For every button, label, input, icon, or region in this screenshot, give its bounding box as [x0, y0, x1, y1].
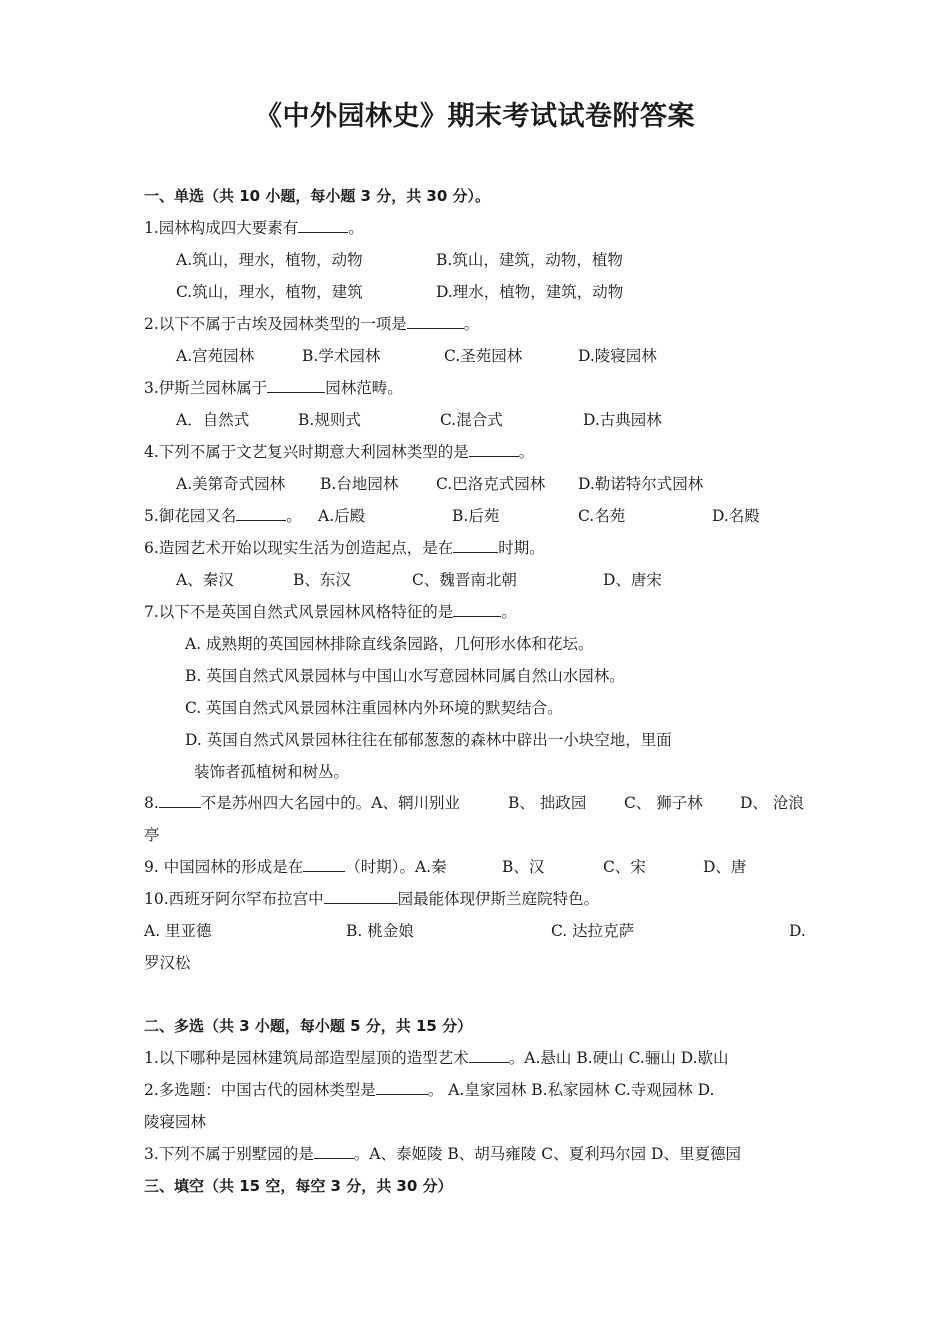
q4-option-b: B.台地园林	[320, 475, 399, 493]
s2-q3-stem-text: 3.下列不属于别墅园的是	[144, 1145, 314, 1163]
q3-stem-text: 3.伊斯兰园林属于	[144, 379, 268, 397]
q5-option-b: B.后苑	[452, 507, 500, 525]
q1-stem-text: 1.园林构成四大要素有	[144, 219, 299, 237]
s2-q2	[144, 1080, 714, 1100]
s2-q1-stem-text: 1.以下哪种是园林建筑局部造型屋顶的造型艺术	[144, 1049, 469, 1067]
s2-q2-answer-blank	[376, 1080, 428, 1095]
q7-stem-end: 。	[501, 603, 517, 621]
q3-option-c: C.混合式	[440, 411, 503, 429]
s2-q1-answer-blank	[469, 1048, 509, 1063]
q1-option-a: A.筑山，理水，植物，动物	[176, 251, 363, 269]
q7-option-a: A. 成熟期的英国园林排除直线条园路，几何形水体和花坛。	[185, 635, 594, 653]
q6-option-b: B、东汉	[293, 571, 351, 589]
q3-option-d: D.古典园林	[583, 411, 662, 429]
q9-answer-blank	[303, 857, 345, 872]
q4-option-d: D.勒诺特尔式园林	[578, 475, 704, 493]
q10-option-a: A. 里亚德	[144, 922, 212, 940]
q5-answer-blank	[236, 506, 286, 521]
s2-q2-stem-text: 2.多选题：中国古代的园林类型是	[144, 1081, 376, 1099]
q10-option-d: D.	[789, 922, 806, 940]
q1-option-d: D.理水，植物，建筑，动物	[436, 283, 624, 301]
q7-stem	[144, 602, 517, 622]
q8-number: 8.	[144, 794, 159, 812]
q6-stem-text: 6.造园艺术开始以现实生活为创造起点，是在	[144, 539, 454, 557]
q10-option-c: C. 达拉克萨	[551, 922, 635, 940]
q7-answer-blank	[453, 602, 501, 617]
q2-answer-blank	[407, 314, 464, 329]
q2-option-b: B.学术园林	[302, 347, 381, 365]
s2-q3	[144, 1144, 741, 1164]
q3-answer-blank	[267, 378, 325, 393]
q2-option-c: C.圣苑园林	[444, 347, 523, 365]
q4-stem-end: 。	[518, 443, 535, 461]
q3-stem-end: 园林范畴。	[325, 379, 403, 397]
section3-heading: 三、填空（共 15 空，每空 3 分，共 30 分）	[144, 1177, 453, 1195]
q10-option-d-continued: 罗汉松	[144, 954, 191, 972]
q10-answer-blank	[324, 889, 398, 904]
q9-stem	[144, 857, 447, 877]
s2-q3-stem-end: 。A、泰姬陵 B、胡马雍陵 C、夏利玛尔园 D、里夏德园	[353, 1145, 741, 1163]
q9-option-c: C、宋	[603, 858, 646, 876]
q6-answer-blank	[453, 538, 498, 553]
q8-answer-blank	[159, 793, 201, 808]
section1-heading: 一、单选（共 10 小题，每小题 3 分，共 30 分）。	[144, 187, 491, 205]
q2-stem-end: 。	[463, 315, 480, 333]
q2-stem-text: 2.以下不属于古埃及园林类型的一项是	[144, 315, 407, 333]
q4-answer-blank	[469, 442, 519, 457]
q8-stem-text: 不是苏州四大名园中的。A、辋川别业	[200, 794, 460, 812]
q1-answer-blank	[298, 218, 348, 233]
q9-stem-text: 9. 中国园林的形成是在	[144, 858, 304, 876]
s2-q3-answer-blank	[314, 1144, 354, 1159]
q1-option-c: C.筑山，理水，植物，建筑	[176, 283, 363, 301]
page-title: 《中外园林史》期末考试试卷附答案	[255, 101, 695, 132]
q6-option-c: C、魏晋南北朝	[412, 571, 517, 589]
q5-option-d: D.名殿	[712, 507, 760, 525]
q7-option-d-continued: 装饰者孤植树和树丛。	[194, 763, 350, 781]
q8-option-d: D、 沧浪	[740, 794, 804, 812]
q7-option-c: C. 英国自然式风景园林注重园林内外环境的默契结合。	[185, 699, 563, 717]
q9-stem-end: （时期）。A.秦	[345, 858, 447, 876]
q9-option-d: D、唐	[703, 858, 747, 876]
q1-stem-end: 。	[348, 219, 364, 237]
s2-q2-continued: 陵寝园林	[144, 1113, 207, 1131]
q6-option-a: A、秦汉	[176, 571, 234, 589]
q10-stem-end: 园最能体现伊斯兰庭院特色。	[397, 890, 600, 908]
q2-option-d: D.陵寝园林	[578, 347, 657, 365]
q7-stem-text: 7.以下不是英国自然式风景园林风格特征的是	[144, 603, 454, 621]
q3-option-b: B.规则式	[298, 411, 361, 429]
q5-stem-text: 5.御花园又名	[144, 507, 237, 525]
q4-option-a: A.美第奇式园林	[176, 475, 286, 493]
q8-stem	[144, 793, 460, 813]
q6-stem-end: 时期。	[498, 539, 545, 557]
q5-option-c: C.名苑	[578, 507, 626, 525]
q2-option-a: A.宫苑园林	[176, 347, 255, 365]
q10-stem	[144, 889, 599, 909]
q4-option-c: C.巴洛克式园林	[436, 475, 546, 493]
q7-option-b: B. 英国自然式风景园林与中国山水写意园林同属自然山水园林。	[185, 667, 625, 685]
q5-stem	[144, 506, 302, 526]
q1-stem	[144, 218, 364, 238]
q10-stem-text: 10.西班牙阿尔罕布拉宫中	[144, 890, 324, 908]
q5-stem-end: 。	[286, 507, 302, 525]
q10-option-b: B. 桃金娘	[346, 922, 414, 940]
s2-q1-stem-end: 。A.悬山 B.硬山 C.骊山 D.歇山	[508, 1049, 729, 1067]
section2-heading: 二、多选（共 3 小题，每小题 5 分，共 15 分）	[144, 1017, 473, 1035]
q6-option-d: D、唐宋	[603, 571, 662, 589]
q3-option-a: A．自然式	[176, 411, 250, 429]
q5-option-a: A.后殿	[318, 507, 366, 525]
q8-option-b: B、 拙政园	[508, 794, 587, 812]
q4-stem-text: 4.下列不属于文艺复兴时期意大利园林类型的是	[144, 443, 469, 461]
q8-option-d-continued: 亭	[144, 826, 160, 844]
q6-stem	[144, 538, 545, 558]
s2-q2-stem-end: 。 A.皇家园林 B.私家园林 C.寺观园林 D.	[427, 1081, 715, 1099]
q8-option-c: C、 狮子林	[624, 794, 703, 812]
q1-option-b: B.筑山，建筑，动物，植物	[436, 251, 623, 269]
s2-q1	[144, 1048, 729, 1068]
q4-stem	[144, 442, 534, 462]
q7-option-d: D. 英国自然式风景园林往往在郁郁葱葱的森林中辟出一小块空地，里面	[185, 731, 672, 749]
q9-option-b: B、汉	[502, 858, 545, 876]
q3-stem	[144, 378, 403, 398]
q2-stem	[144, 314, 479, 334]
